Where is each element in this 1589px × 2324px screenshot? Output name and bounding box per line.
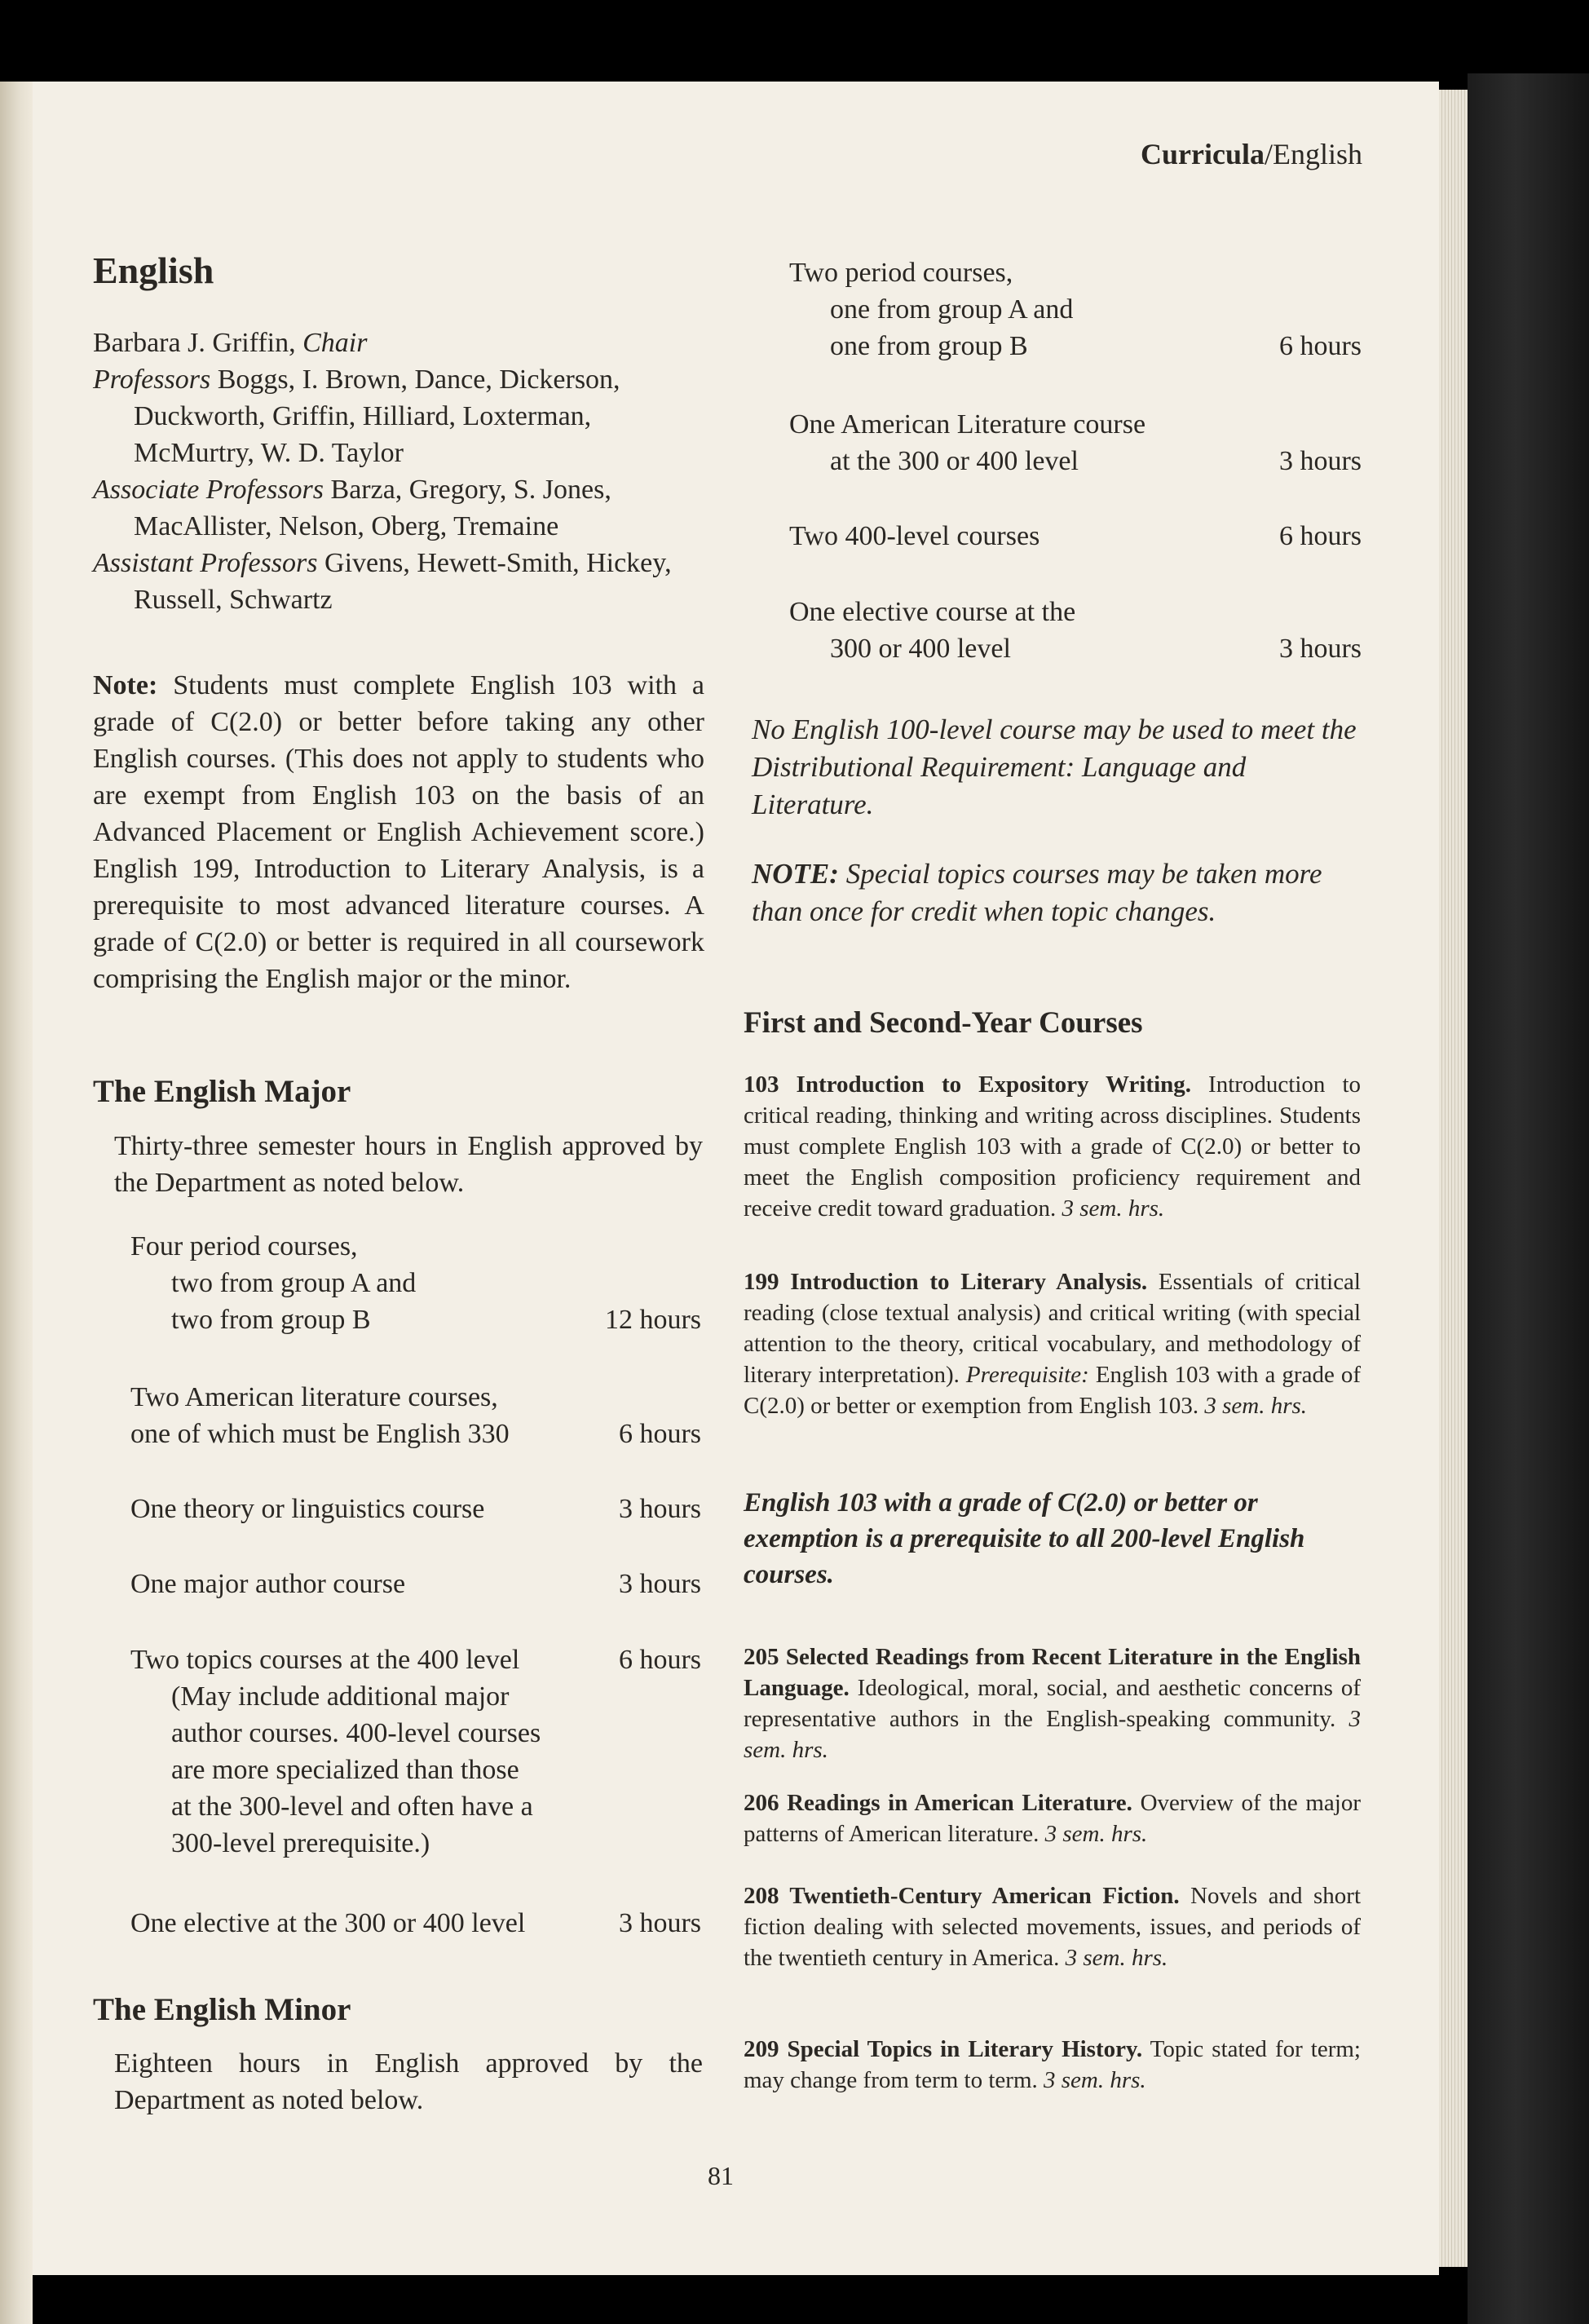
course-209: 209 Special Topics in Literary History. Topic stated for term; may change from term to term. 3 sem. hrs. (744, 2036, 1361, 2093)
book-binding (1468, 73, 1589, 2324)
special-topics-note (752, 855, 1363, 930)
running-header (1141, 137, 1362, 171)
page-number: 81 (708, 2161, 734, 2190)
major-requirement-theory: One theory or linguistics course 3 hours (130, 1491, 701, 1527)
note-text: Students must complete English 103 with a grade of C(2.0) or better before taking any other English courses. (This does not apply to students who are exempt from English 103 on the basis of an Advanced Placement or English Achievement score.) English 199, Introduction to Literary Analysis, is a prerequisite to most advanced literature courses. A grade of C(2.0) or better is required in all coursework comprising the English major or the minor. (93, 670, 704, 994)
course-credit: 3 sem. hrs. (1062, 1195, 1165, 1222)
major-requirement-topics: Two topics courses at the 400 level 6 hours (May include additional major author courses. 400-level courses are more specialized than those at the 300-level and often have a 300-level prerequisite.) (130, 1641, 701, 1862)
hours-label: 3 hours (618, 1494, 701, 1524)
hours-label: 6 hours (618, 1645, 701, 1675)
course-title: 103 Introduction to Expository Writing. (744, 1071, 1191, 1098)
course-title: 206 Readings in American Literature. (744, 1790, 1132, 1816)
major-requirement-period: Four period courses, two from group A and two from group B 12 hours (130, 1228, 701, 1338)
special-topics-note-label: NOTE: (752, 858, 839, 890)
hours-label: 6 hours (1278, 521, 1362, 551)
major-requirement-elective: One elective at the 300 or 400 level 3 hours (130, 1905, 701, 1942)
minor-requirement-american: One American Literature course at the 300 or 400 level 3 hours (789, 406, 1362, 479)
course-199: 199 Introduction to Literary Analysis. Essentials of critical reading (close textual analysis) and critical writing (with special attention to the theory, critical vocabulary, and methodology of literary interpretation). Prerequisite: English 103 with a grade of C(2.0) or better or exemption from English 103. 3 sem. hrs. (744, 1269, 1362, 1419)
hours-label: 3 hours (618, 1569, 701, 1599)
course-title: 209 Special Topics in Literary History. (744, 2036, 1143, 2062)
running-header-section: Curricula (1141, 138, 1265, 170)
course-credit: 3 sem. hrs. (1044, 2067, 1146, 2093)
faculty-professors: Professors Boggs, I. Brown, Dance, Dickerson, Duckworth, Griffin, Hilliard, Loxterman, McMurtry, W. D. Taylor (93, 365, 620, 468)
course-credit: 3 sem. hrs. (1065, 1945, 1168, 1971)
faculty-list (93, 325, 704, 618)
special-topics-note-text: Special topics courses may be taken more than once for credit when topic changes. (752, 858, 1322, 927)
major-title: The English Major (93, 1074, 351, 1109)
section-title: English (93, 250, 214, 291)
hours-label: 3 hours (618, 1908, 701, 1938)
note-label: Note: (93, 670, 158, 700)
minor-requirement-elective: One elective course at the 300 or 400 level 3 hours (789, 594, 1362, 667)
hours-label: 3 hours (1278, 634, 1362, 664)
course-credit: 3 sem. hrs. (1044, 1821, 1148, 1847)
minor-title: The English Minor (93, 1992, 351, 2027)
facing-page-edge (0, 82, 33, 2324)
minor-intro: Eighteen hours in English approved by the Department as noted below. (114, 2048, 703, 2115)
hours-label: 6 hours (1278, 331, 1362, 361)
faculty-chair: Barbara J. Griffin, Chair (93, 328, 368, 358)
course-title: 199 Introduction to Literary Analysis. (744, 1269, 1148, 1295)
page-stack-edges (1439, 90, 1468, 2267)
course-credit: 3 sem. hrs. (1204, 1393, 1308, 1419)
course-credit: 3 sem. hrs. (744, 1706, 1361, 1763)
course-206: 206 Readings in American Literature. Overview of the major patterns of American literature. 3 sem. hrs. (744, 1790, 1361, 1847)
hours-label: 3 hours (1278, 446, 1362, 476)
course-title: 205 Selected Readings from Recent Literature in the English Language. (744, 1644, 1361, 1701)
first-second-year-title: First and Second-Year Courses (744, 1006, 1143, 1040)
course-205: 205 Selected Readings from Recent Literature in the English Language. Ideological, moral, social, and aesthetic concerns of representative authors in the English-speaking community. 3 sem. hrs. (744, 1644, 1362, 1763)
hours-label: 12 hours (604, 1305, 701, 1335)
distribution-note: No English 100-level course may be used to meet the Distributional Requirement: Language and Literature. (752, 714, 1357, 820)
prerequisite-200-level-note: English 103 with a grade of C(2.0) or better or exemption is a prerequisite to all 200-level English courses. (744, 1488, 1305, 1589)
course-208: 208 Twentieth-Century American Fiction. Novels and short fiction dealing with selected movements, issues, and periods of the twentieth century in America. 3 sem. hrs. (744, 1883, 1362, 1971)
faculty-assistant-professors: Assistant Professors Givens, Hewett-Smith, Hickey, Russell, Schwartz (93, 548, 672, 615)
major-requirement-american: Two American literature courses, one of which must be English 330 6 hours (130, 1379, 701, 1452)
course-title: 208 Twentieth-Century American Fiction. (744, 1883, 1180, 1909)
prerequisite-note (93, 667, 704, 997)
course-103: 103 Introduction to Expository Writing. Introduction to critical reading, thinking and writing across disciplines. Students must complete English 103 with a grade of C(2.0) or better to meet the English composition proficiency requirement and receive credit toward graduation. 3 sem. hrs. (744, 1071, 1361, 1222)
scan-background-top (0, 0, 1589, 82)
faculty-associate-professors: Associate Professors Barza, Gregory, S. Jones, MacAllister, Nelson, Oberg, Tremaine (93, 475, 611, 541)
major-requirement-author: One major author course 3 hours (130, 1566, 701, 1602)
minor-requirement-period: Two period courses, one from group A and one from group B 6 hours (789, 254, 1362, 365)
minor-requirement-400-level: Two 400-level courses 6 hours (789, 518, 1362, 554)
running-header-subject: /English (1264, 138, 1362, 170)
hours-label: 6 hours (618, 1419, 701, 1449)
major-intro: Thirty-three semester hours in English approved by the Department as noted below. (114, 1131, 703, 1198)
